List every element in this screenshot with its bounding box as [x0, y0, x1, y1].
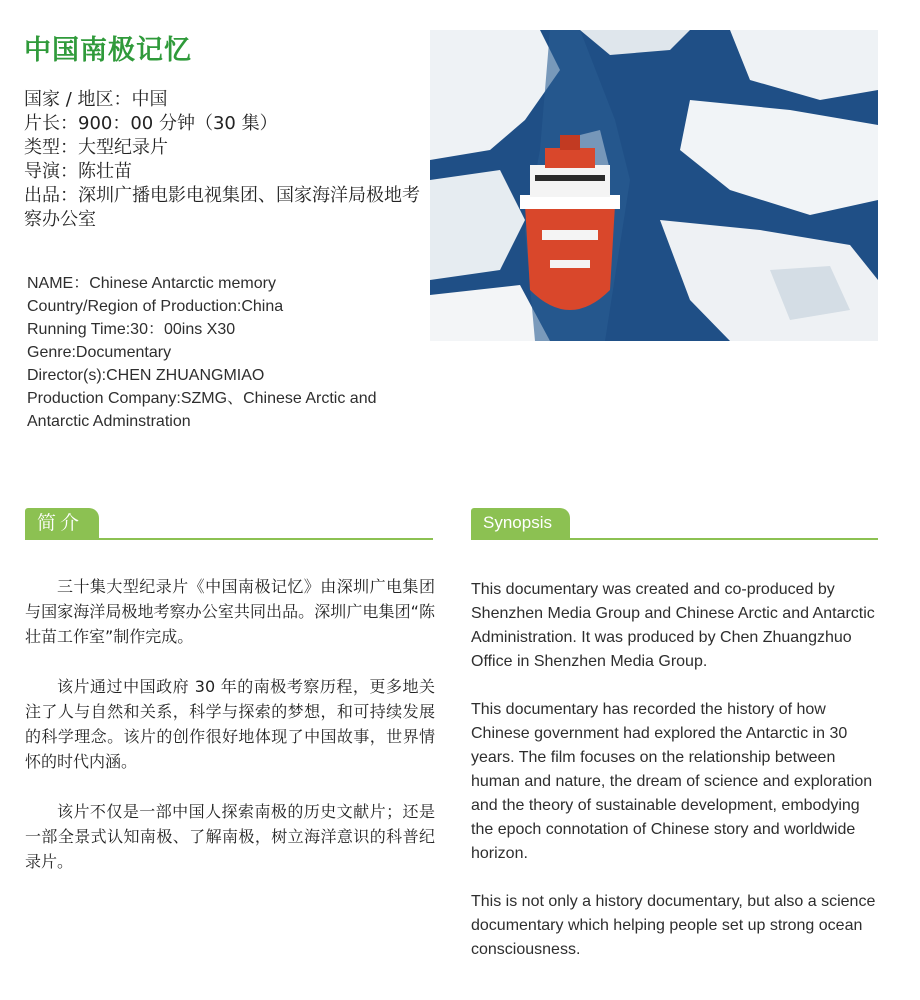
meta-director-en: Director(s):CHEN ZHUANGMIAO: [27, 367, 265, 384]
icebreaker-illustration: [430, 30, 878, 341]
synopsis-en-body: [471, 578, 881, 986]
synopsis-en-paragraph: This documentary has recorded the history of how Chinese government had explored the Antarctic in 30 years. The film focuses on the relationship between human and nature, the dream of science and exploration and the theory of sustainable development, embodying the epoch connotation of Chinese story and worldwide horizon.: [471, 701, 873, 862]
meta-genre-cn: 类型：大型纪录片: [24, 137, 168, 158]
synopsis-en-rule: [471, 538, 878, 540]
synopsis-cn-rule: [25, 538, 433, 540]
meta-country-en: Country/Region of Production:China: [27, 298, 284, 315]
synopsis-cn-paragraph: 该片通过中国政府 30 年的南极考察历程，更多地关注了人与自然和关系，科学与探索的梦想，和可持续发展的科学理念。该片的创作很好地体现了中国故事，世界情怀的时代内涵。: [25, 677, 435, 771]
meta-producer-cn: 出品：深圳广播电影电视集团、国家海洋局极地考察办公室: [24, 185, 420, 230]
synopsis-cn-paragraph: 该片不仅是一部中国人探索南极的历史文献片；还是一部全景式认知南极、了解南极，树立海洋意识的科普纪录片。: [25, 802, 435, 871]
chinese-metadata: [24, 88, 424, 232]
icebreaker-photo: [430, 30, 878, 341]
meta-director-cn: 导演：陈壮苗: [24, 161, 132, 182]
synopsis-cn-body: [25, 574, 435, 899]
synopsis-en-header: [471, 508, 878, 540]
synopsis-en-paragraph: This is not only a history documentary, but also a science documentary which helping people set up strong ocean consciousness.: [471, 893, 876, 958]
synopsis-en-paragraph: This documentary was created and co-produced by Shenzhen Media Group and Chinese Arctic and Antarctic Administration. It was produced by Chen Zhuangzhuo Office in Shenzhen Media Group.: [471, 581, 875, 670]
meta-genre-en: Genre:Documentary: [27, 344, 172, 361]
synopsis-cn-paragraph: 三十集大型纪录片《中国南极记忆》由深圳广电集团与国家海洋局极地考察办公室共同出品。深圳广电集团“陈壮苗工作室”制作完成。: [25, 577, 435, 646]
english-metadata: [27, 272, 427, 433]
synopsis-en-tab: Synopsis: [471, 508, 570, 538]
synopsis-cn-tab: 简介: [25, 508, 99, 538]
meta-runtime-cn: 片长：900：00 分钟（30 集）: [24, 113, 278, 134]
meta-name-en: NAME：Chinese Antarctic memory: [27, 275, 276, 292]
meta-producer-en: Production Company:SZMG、Chinese Arctic and Antarctic Adminstration: [27, 390, 381, 430]
meta-runtime-en: Running Time:30：00ins X30: [27, 321, 236, 338]
page-title: 中国南极记忆: [24, 35, 192, 66]
meta-country-cn: 国家 / 地区：中国: [24, 89, 168, 110]
synopsis-cn-header: [25, 508, 433, 540]
